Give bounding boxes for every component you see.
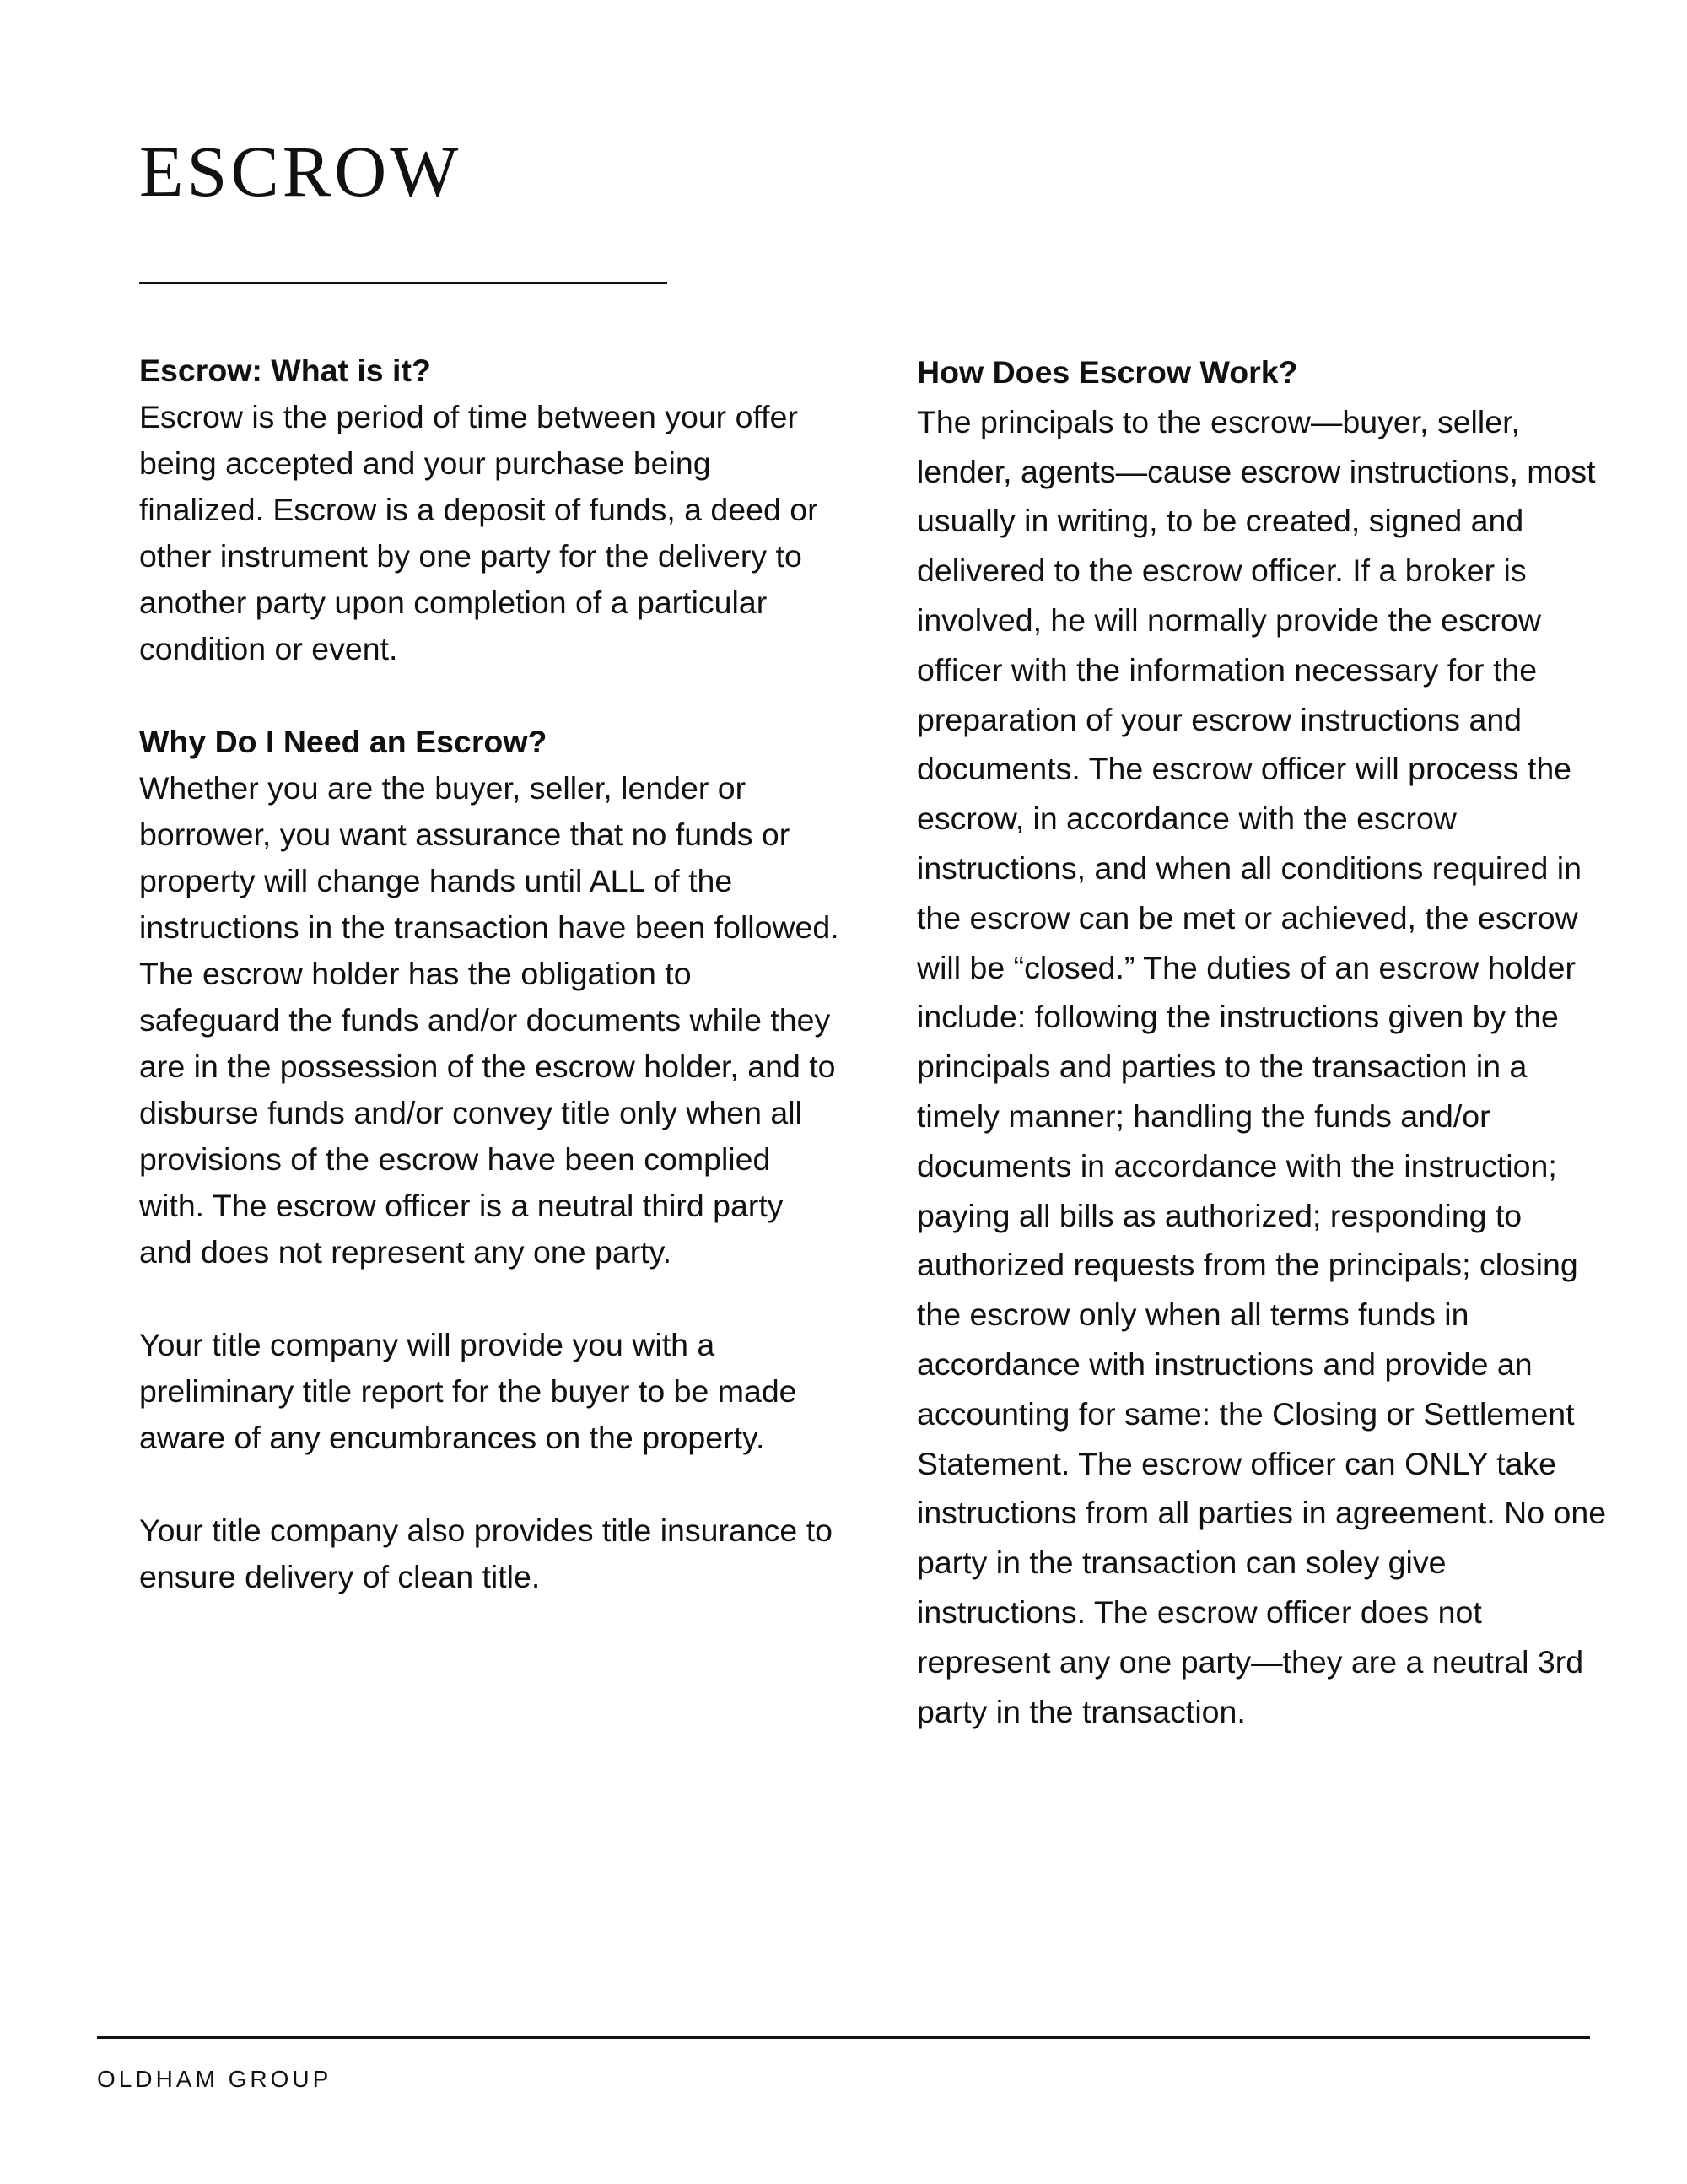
page-title: ESCROW	[139, 131, 462, 212]
left-column	[139, 348, 839, 1647]
section-heading-how-escrow-works: How Does Escrow Work?	[917, 354, 1298, 390]
section-heading-what-is-escrow: Escrow: What is it?	[139, 353, 431, 388]
paragraph-preliminary-title-report: Your title company will provide you with a preliminary title report for the buyer to be made aware of any encumbrances on the property.	[139, 1327, 797, 1455]
section-heading-why-escrow: Why Do I Need an Escrow?	[139, 724, 547, 759]
section-body-what-is-escrow: Escrow is the period of time between your offer being accepted and your purchase being finalized. Escrow is a deposit of funds, a deed or other instrument by one party for the delivery to another party upon completion of a particular condition or event.	[139, 399, 818, 666]
paragraph-title-insurance: Your title company also provides title insurance to ensure delivery of clean title.	[139, 1513, 833, 1594]
footer-brand: OLDHAM GROUP	[97, 2066, 332, 2092]
right-column	[917, 348, 1609, 1782]
title-divider	[139, 282, 667, 284]
footer-divider	[97, 2036, 1590, 2039]
section-body-why-escrow: Whether you are the buyer, seller, lender or borrower, you want assurance that no funds or property will change hands until ALL of the instructions in the transaction have been followed. The escrow holder has the obligation to safeguard the funds and/or documents while they are in the possession of the escrow holder, and to disburse funds and/or convey title only when all provisions of the escrow have been complied with. The escrow officer is a neutral third party and does not represent any one party.	[139, 770, 839, 1270]
section-body-how-escrow-works: The principals to the escrow—buyer, seller, lender, agents—cause escrow instructions, most usually in writing, to be created, signed and delivered to the escrow officer. If a broker is involved, he will normally provide the escrow officer with the information necessary for the preparation of your escrow instructions and documents. The escrow officer will process the escrow, in accordance with the escrow instructions, and when all conditions required in the escrow can be met or achieved, the escrow will be “closed.” The duties of an escrow holder include: following the instructions given by the principals and parties to the transaction in a timely manner; handling the funds and/or documents in accordance with the instruction; paying all bills as authorized; responding to authorized requests from the principals; closing the escrow only when all terms funds in accordance with instructions and provide an accounting for same: the Closing or Settlement Statement. The escrow officer can ONLY take instructions from all parties in agreement. No one party in the transaction can soley give instructions. The escrow officer does not represent any one party—they are a neutral 3rd party in the transaction.	[917, 403, 1607, 1729]
